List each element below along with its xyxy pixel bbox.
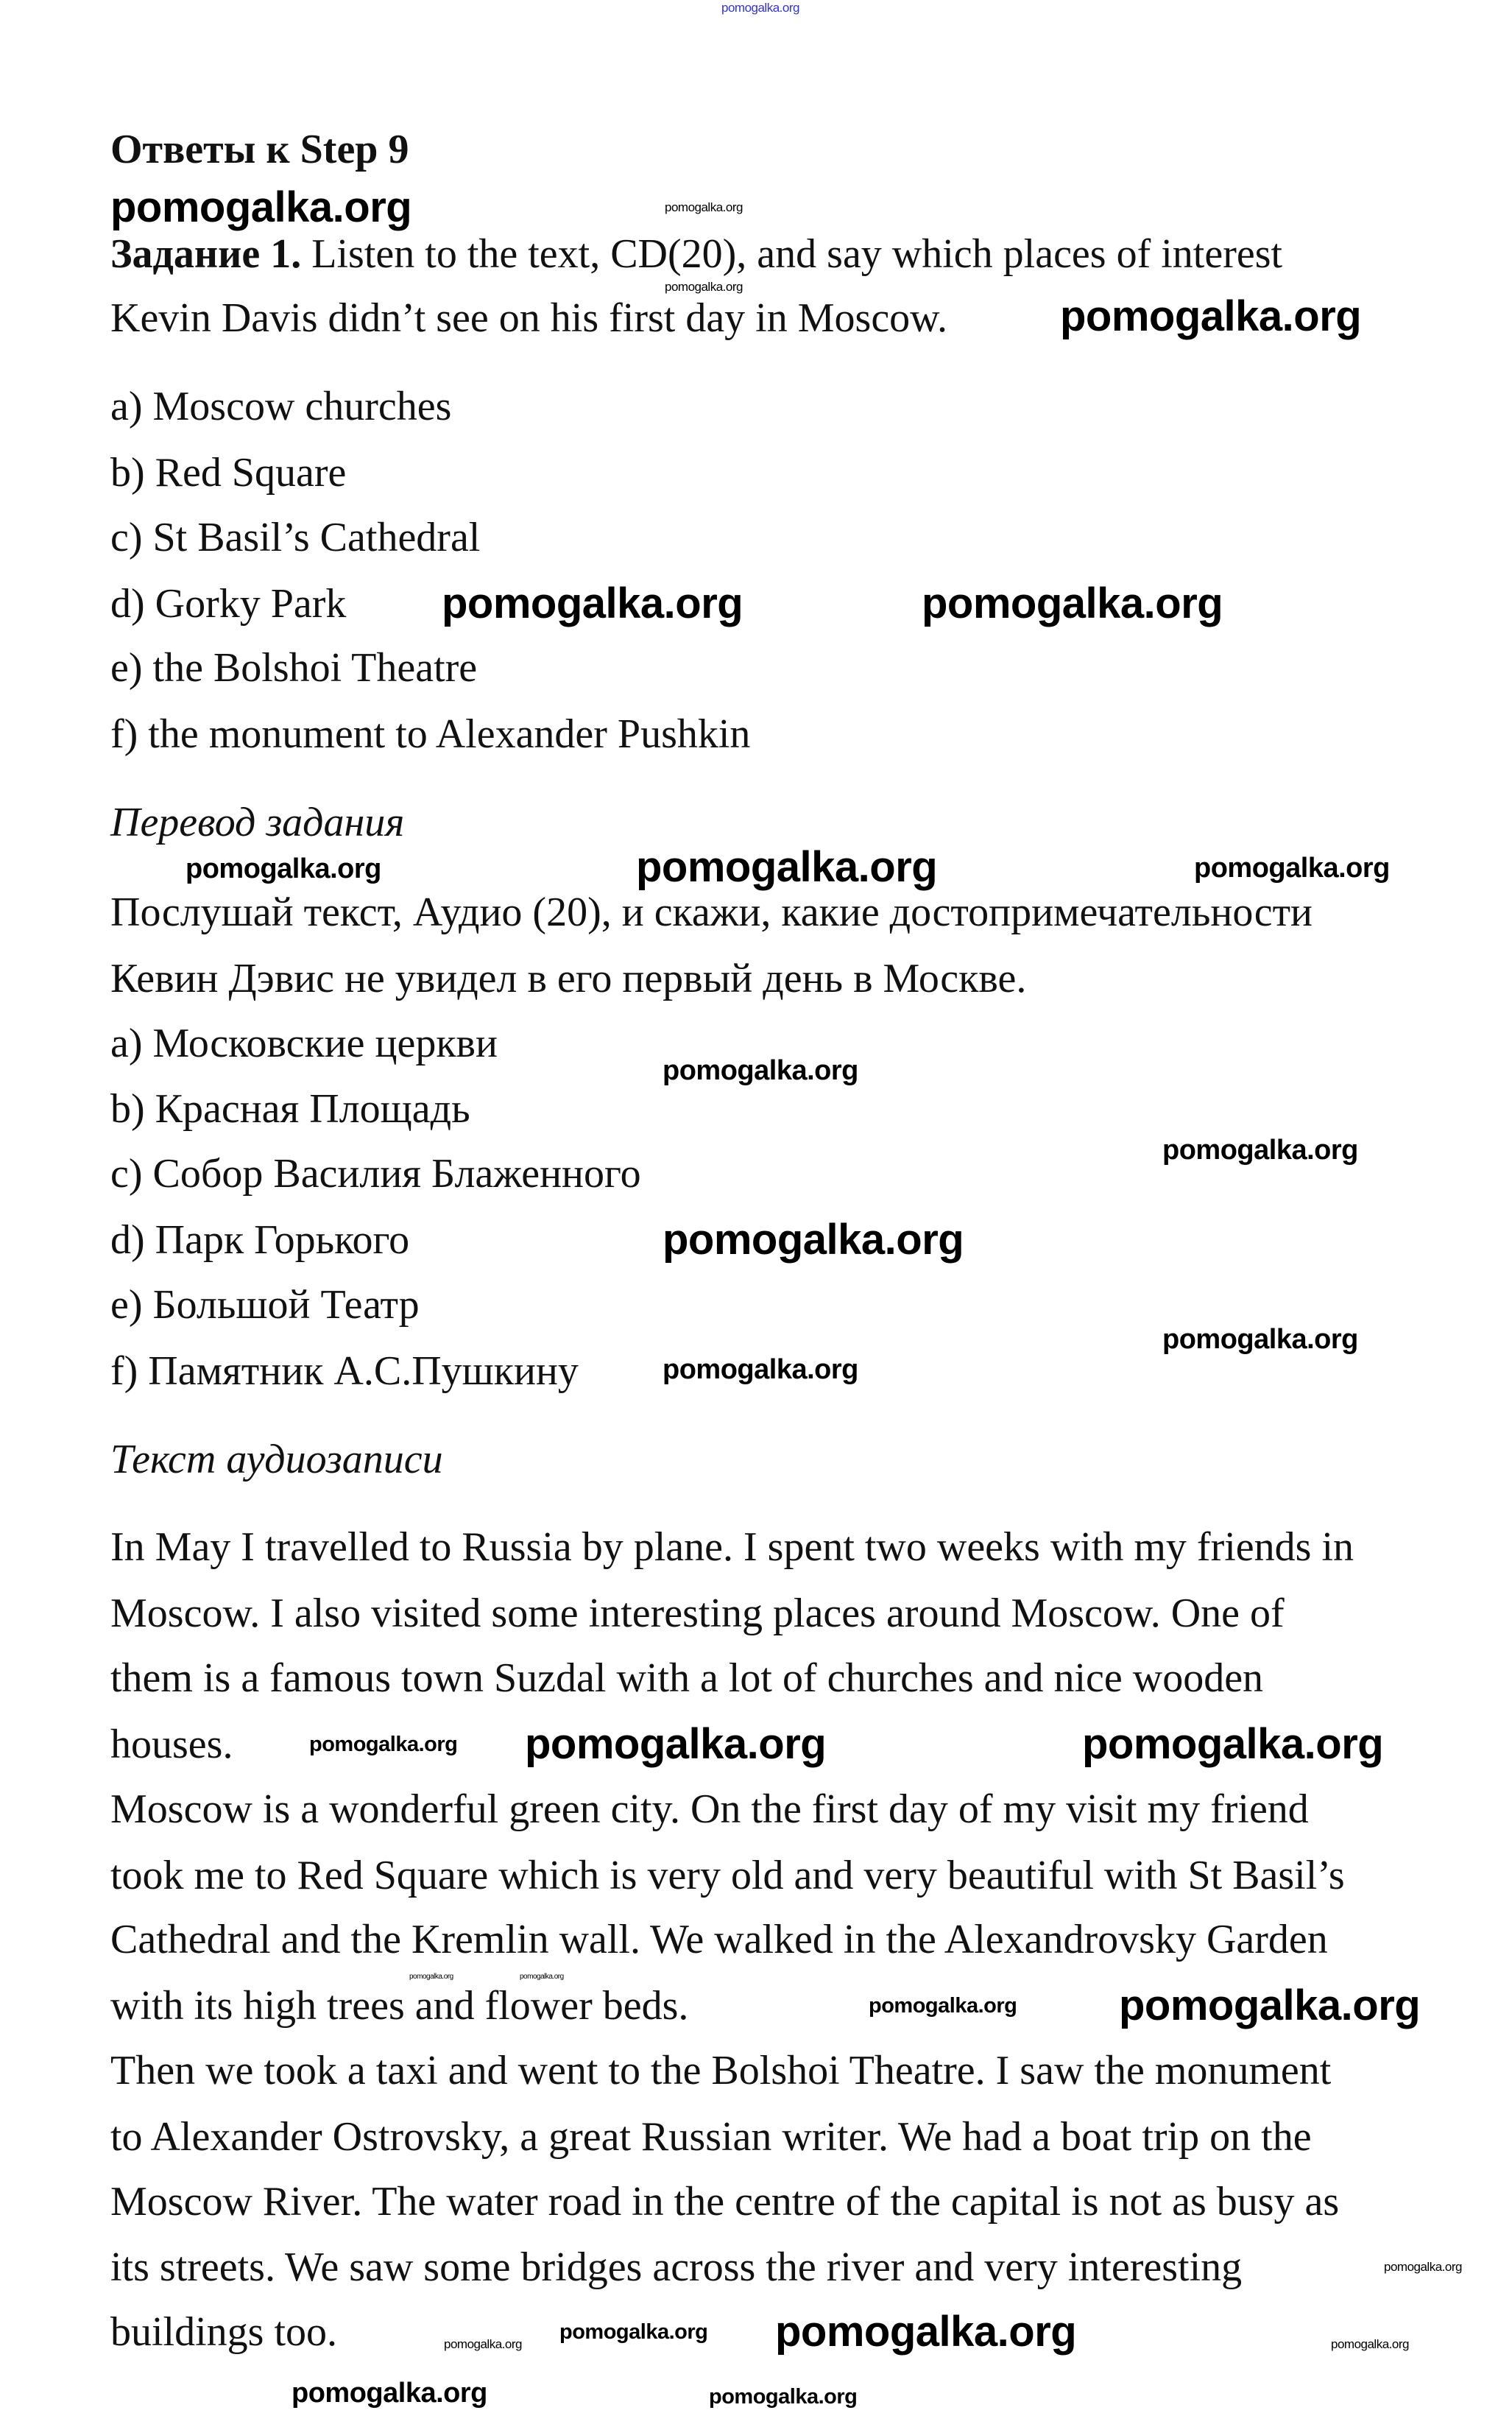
- watermark: pomogalka.org: [1162, 1135, 1358, 1166]
- watermark: pomogalka.org: [663, 1216, 964, 1264]
- watermark: pomogalka.org: [525, 1720, 827, 1768]
- watermark: pomogalka.org: [186, 853, 381, 884]
- watermark: pomogalka.org: [292, 2378, 487, 2409]
- translation-line-2: Кевин Дэвис не увидел в его первый день в Москве.: [110, 956, 1027, 1001]
- watermark: pomogalka.org: [442, 580, 743, 627]
- audio-line: In May I travelled to Russia by plane. I spent two weeks with my friends in: [110, 1524, 1354, 1570]
- option-e: e) the Bolshoi Theatre: [110, 645, 478, 691]
- task-label: Задание 1.: [110, 231, 302, 277]
- watermark: pomogalka.org: [1119, 1982, 1421, 2029]
- watermark: pomogalka.org: [922, 580, 1223, 627]
- audio-line: Then we took a taxi and went to the Bolshoi Theatre. I saw the monument: [110, 2048, 1332, 2093]
- watermark: pomogalka.org: [444, 2337, 522, 2351]
- task-text: Listen to the text, CD(20), and say which places of interest: [301, 231, 1283, 277]
- translation-heading: Перевод задания: [110, 800, 405, 845]
- task-line-1: [110, 232, 1282, 276]
- watermark: pomogalka.org: [665, 280, 743, 294]
- watermark: pomogalka.org: [309, 1733, 458, 1756]
- task-line-2: Kevin Davis didn’t see on his first day in Moscow.: [110, 295, 947, 341]
- audio-line: its streets. We saw some bridges across the river and very interesting: [110, 2244, 1243, 2290]
- watermark: pomogalka.org: [775, 2308, 1077, 2356]
- watermark: pomogalka.org: [1060, 292, 1362, 340]
- audio-line: with its high trees and flower beds.: [110, 1983, 689, 2029]
- audio-line: Moscow. I also visited some interesting places around Moscow. One of: [110, 1591, 1285, 1636]
- translation-option-a: a) Московские церкви: [110, 1021, 498, 1066]
- watermark: pomogalka.org: [1331, 2337, 1409, 2351]
- watermark: pomogalka.org: [409, 1973, 453, 1981]
- translation-line-1: Послушай текст, Аудио (20), и скажи, какие достопримечательности: [110, 890, 1313, 935]
- translation-option-f: f) Памятник А.С.Пушкину: [110, 1348, 579, 1394]
- translation-option-b: b) Красная Площадь: [110, 1086, 470, 1132]
- watermark: pomogalka.org: [520, 1973, 564, 1981]
- watermark: pomogalka.org: [1384, 2260, 1462, 2274]
- option-c: c) St Basil’s Cathedral: [110, 515, 481, 560]
- site-link[interactable]: pomogalka.org: [721, 1, 799, 15]
- audio-line: houses.: [110, 1722, 233, 1767]
- watermark: pomogalka.org: [665, 200, 743, 214]
- option-d: d) Gorky Park: [110, 581, 347, 627]
- watermark: pomogalka.org: [559, 2320, 708, 2344]
- watermark: pomogalka.org: [1082, 1720, 1384, 1768]
- audio-line: Cathedral and the Kremlin wall. We walked in the Alexandrovsky Garden: [110, 1917, 1328, 1962]
- audio-line: them is a famous town Suzdal with a lot of churches and nice wooden: [110, 1655, 1264, 1701]
- audio-line: took me to Red Square which is very old and very beautiful with St Basil’s: [110, 1853, 1345, 1898]
- watermark: pomogalka.org: [636, 843, 938, 891]
- watermark: pomogalka.org: [1162, 1324, 1358, 1355]
- translation-option-c: c) Собор Василия Блаженного: [110, 1151, 641, 1197]
- option-b: b) Red Square: [110, 450, 347, 496]
- watermark: pomogalka.org: [663, 1354, 858, 1385]
- audio-line: Moscow River. The water road in the centre of the capital is not as busy as: [110, 2179, 1340, 2225]
- watermark: pomogalka.org: [1194, 853, 1390, 884]
- audio-line: Moscow is a wonderful green city. On the first day of my visit my friend: [110, 1786, 1309, 1832]
- watermark: pomogalka.org: [869, 1994, 1017, 2018]
- translation-option-d: d) Парк Горького: [110, 1217, 410, 1263]
- translation-option-e: e) Большой Театр: [110, 1282, 420, 1328]
- watermark: pomogalka.org: [709, 2385, 858, 2409]
- option-a: a) Moscow churches: [110, 384, 452, 429]
- watermark: pomogalka.org: [663, 1055, 858, 1086]
- watermark: pomogalka.org: [110, 183, 412, 231]
- option-f: f) the monument to Alexander Pushkin: [110, 711, 751, 757]
- audio-line: buildings too.: [110, 2309, 338, 2355]
- page-title: Ответы к Step 9: [110, 127, 409, 172]
- audio-line: to Alexander Ostrovsky, a great Russian writer. We had a boat trip on the: [110, 2114, 1312, 2160]
- audio-heading: Текст аудиозаписи: [110, 1437, 443, 1482]
